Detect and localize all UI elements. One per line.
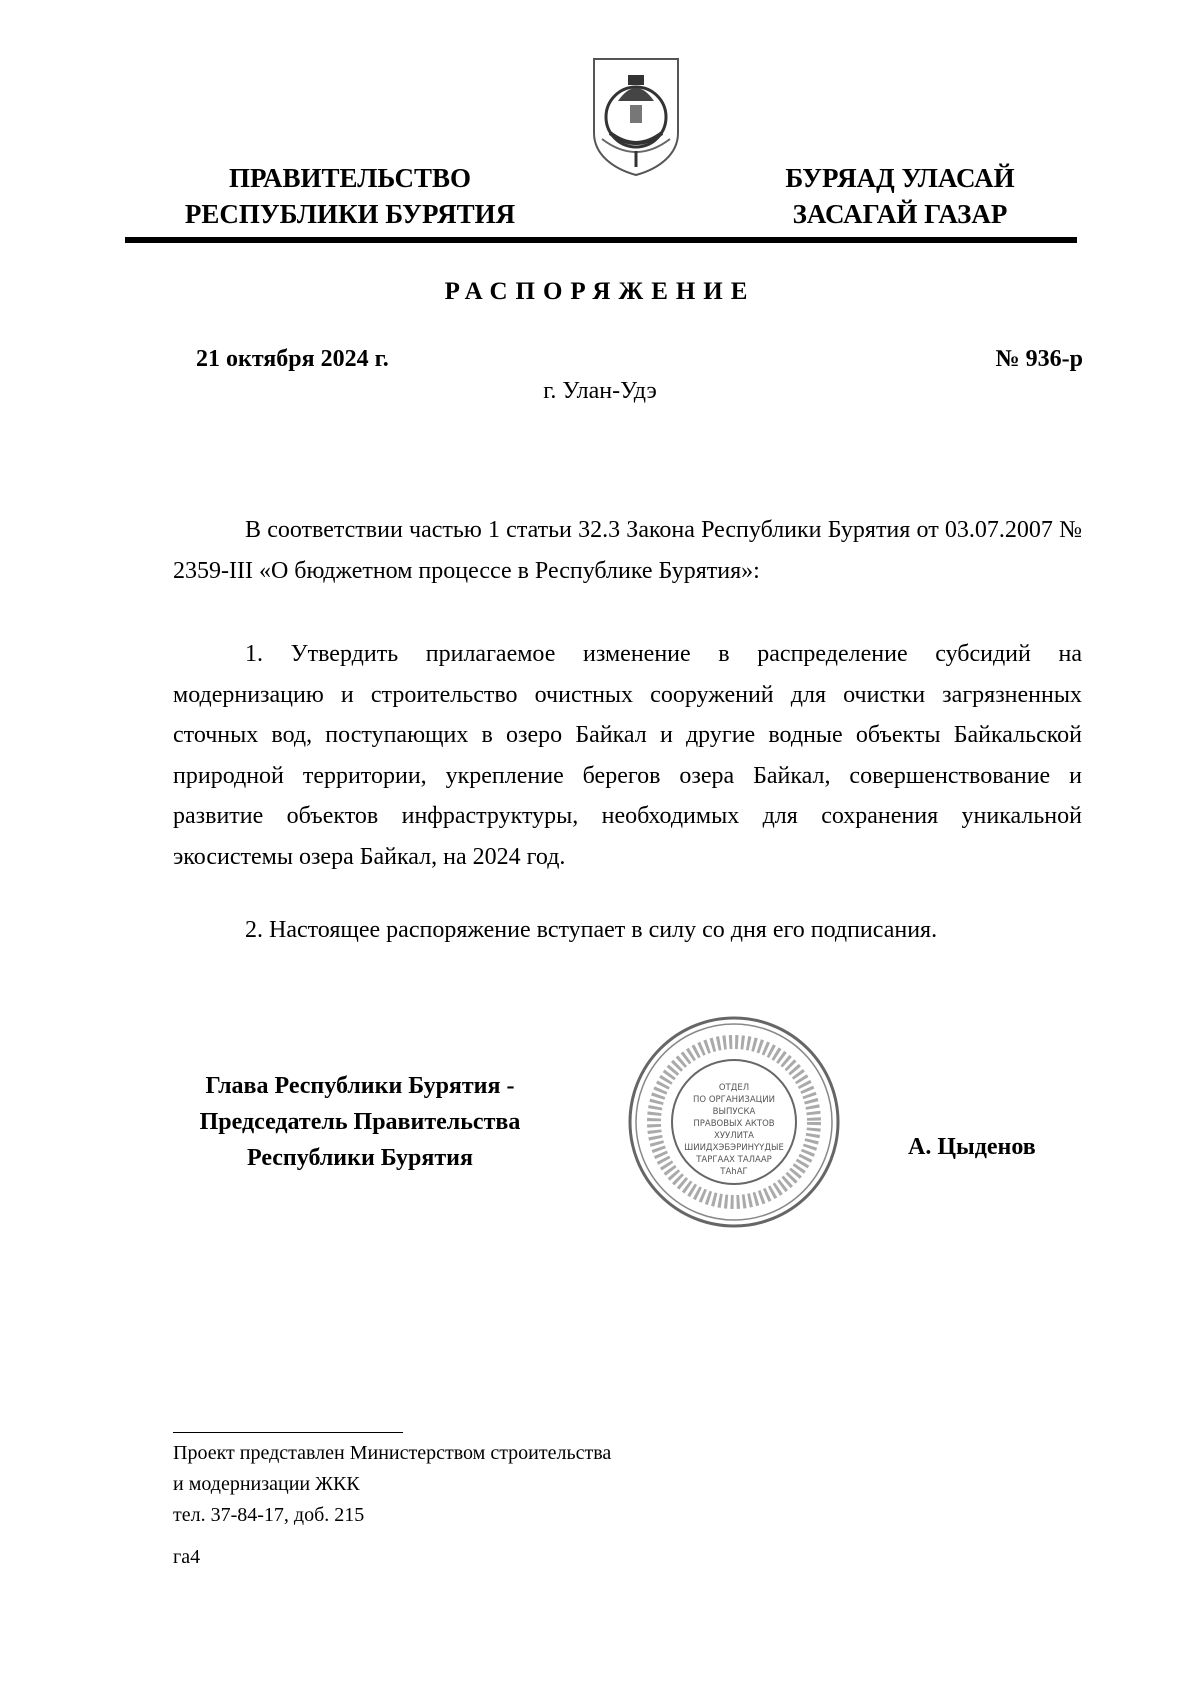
header-divider — [125, 237, 1077, 243]
signatory-title-line3: Республики Бурятия — [246, 1145, 473, 1171]
seal-line-3: ВЫПУСКА — [712, 1107, 756, 1117]
document-code: га4 — [173, 1546, 201, 1568]
header-right — [750, 160, 1050, 232]
footer-divider — [173, 1432, 403, 1433]
signatory-title-line2: Председатель Правительства — [199, 1109, 521, 1135]
seal-line-5: ХУУЛИТА — [714, 1131, 754, 1141]
header-right-line1: БУРЯАД УЛАСАЙ — [785, 163, 1015, 193]
header-left — [160, 160, 540, 232]
header-left-line2: РЕСПУБЛИКИ БУРЯТИЯ — [184, 199, 516, 229]
seal-line-7: ТАРГААХ ТАЛААР — [696, 1155, 772, 1165]
footer-line2: и модернизации ЖКК — [173, 1473, 360, 1495]
document-title: РАСПОРЯЖЕНИЕ — [444, 278, 756, 305]
seal-line-8: ТАһАГ — [720, 1167, 748, 1177]
seal-line-1: ОТДЕЛ — [718, 1083, 750, 1093]
footer-note — [173, 1438, 611, 1531]
footer-line1: Проект представлен Министерством строительства — [173, 1442, 612, 1464]
coat-of-arms-icon — [588, 55, 684, 179]
official-seal-stamp — [624, 1012, 844, 1232]
seal-line-4: ПРАВОВЫХ АКТОВ — [693, 1119, 775, 1129]
item-1-paragraph: 1. Утвердить прилагаемое изменение в распределение субсидий на модернизацию и строительство очистных сооружений для очистки загрязненных сточных вод, поступающих в озеро Байкал и другие водные объекты Байкальской природной территории, укрепление берегов озера Байкал, совершенствование и развитие объектов инфраструктуры, необходимых для сохранения уникальной экосистемы озера Байкал, на 2024 год. — [173, 641, 1082, 870]
document-date: 21 октября 2024 г. — [196, 346, 389, 372]
signatory-title — [160, 1068, 560, 1176]
footer-line3: тел. 37-84-17, доб. 215 — [173, 1504, 365, 1526]
header-right-line2: ЗАСАГАЙ ГАЗАР — [792, 199, 1008, 229]
seal-line-2: ПО ОРГАНИЗАЦИИ — [693, 1095, 775, 1105]
seal-line-6: ШИИДХЭБЭРИНҮҮДЫЕ — [684, 1143, 784, 1153]
signatory-title-line1: Глава Республики Бурятия - — [205, 1073, 515, 1099]
document-number: № 936-р — [995, 346, 1083, 372]
header-left-line1: ПРАВИТЕЛЬСТВО — [228, 163, 472, 193]
item-2-paragraph: 2. Настоящее распоряжение вступает в силу со дня его подписания. — [245, 917, 938, 943]
signatory-name: А. Цыденов — [908, 1134, 1036, 1160]
preamble-paragraph: В соответствии частью 1 статьи 32.3 Закона Республики Бурятия от 03.07.2007 № 2359-III «О бюджетном процессе в Республике Бурятия»: — [173, 517, 1082, 584]
document-city: г. Улан-Удэ — [543, 378, 657, 404]
